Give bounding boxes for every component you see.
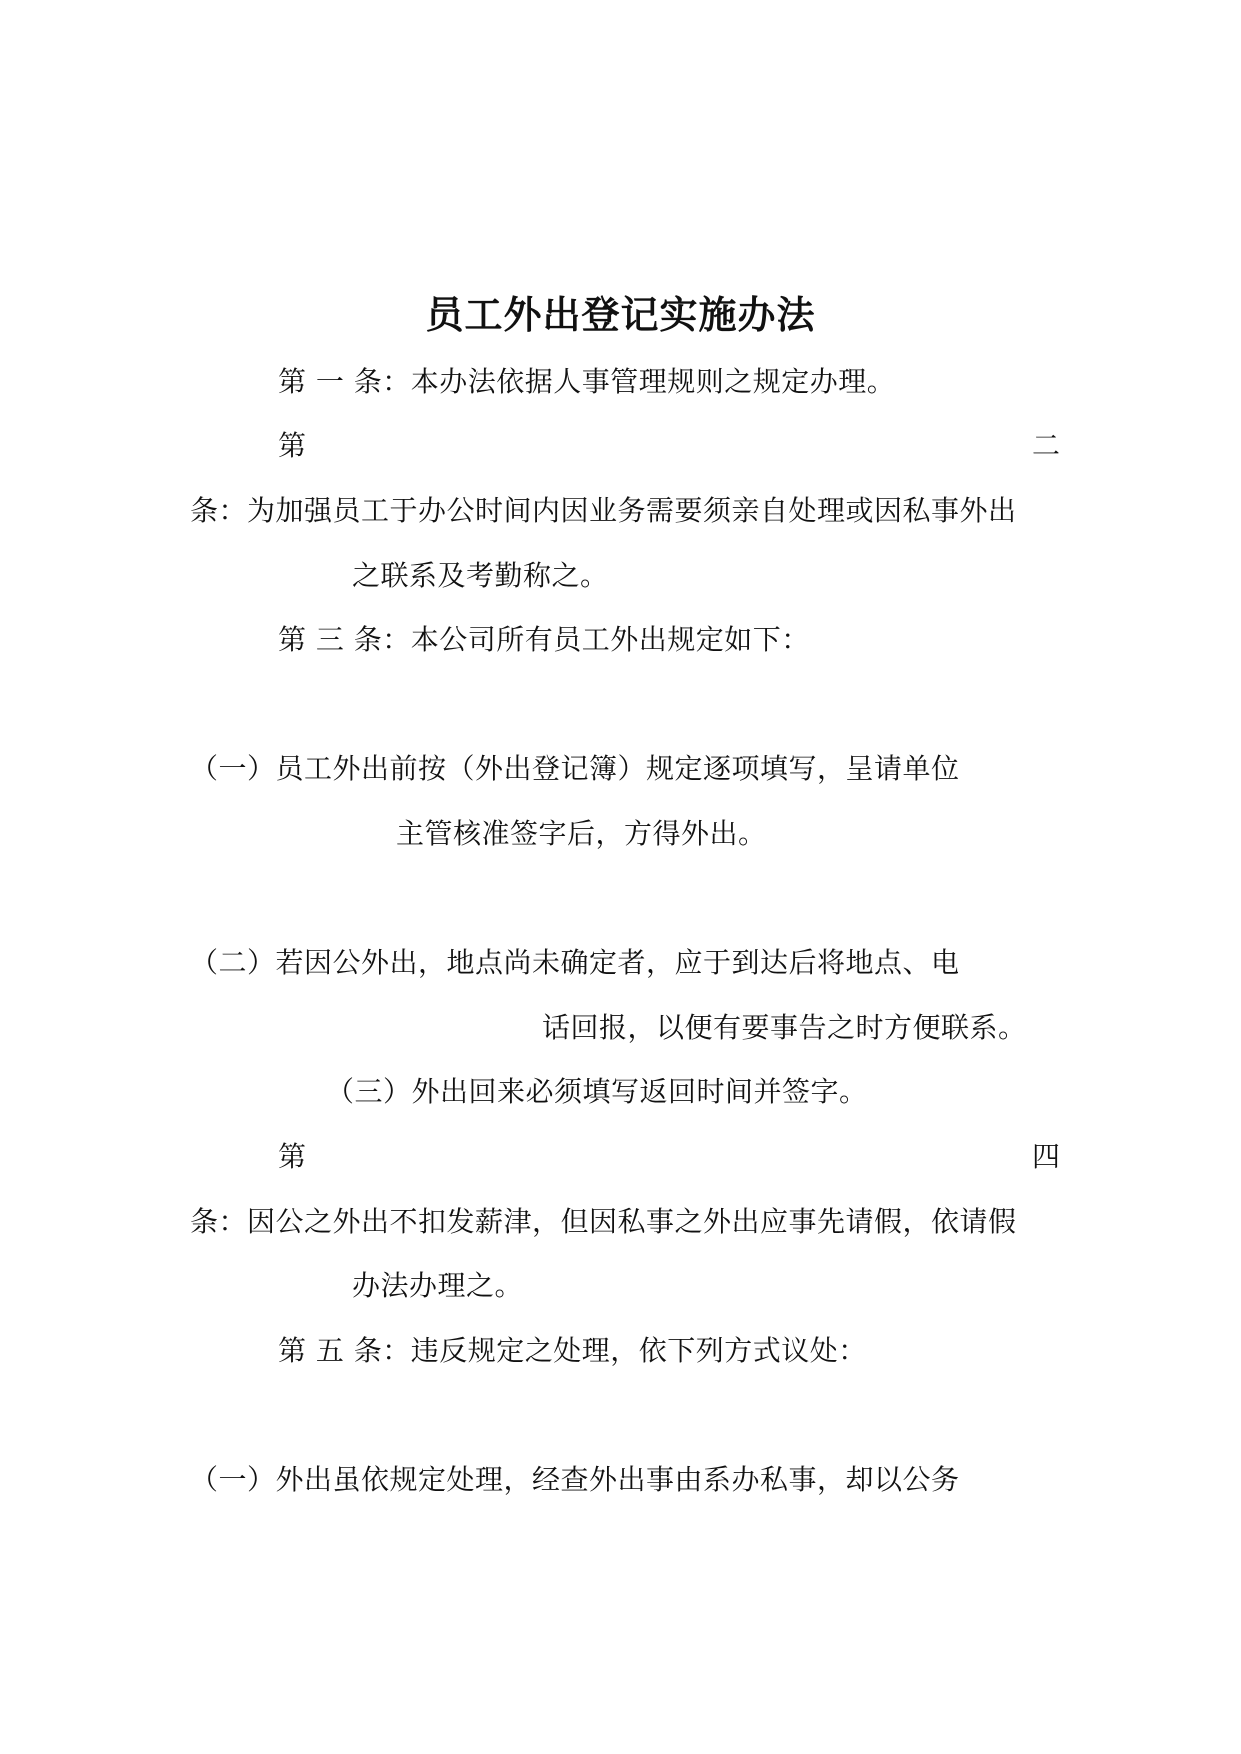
article-3-item-1: （一）员工外出前按（外出登记簿）规定逐项填写，呈请单位: [190, 752, 960, 785]
article-5-item-1: （一）外出虽依规定处理，经查外出事由系办私事，却以公务: [190, 1463, 960, 1496]
article-4-prefix: 第: [278, 1140, 307, 1173]
article-5: 第 五 条：违反规定之处理，依下列方式议处：: [278, 1334, 867, 1367]
article-2-text: 条：为加强员工于办公时间内因业务需要须亲自处理或因私事外出: [190, 494, 1017, 527]
article-3: 第 三 条：本公司所有员工外出规定如下：: [278, 623, 810, 656]
article-3-item-2-continuation: 话回报，以便有要事告之时方便联系。: [542, 1011, 1027, 1044]
article-3-item-2: （二）若因公外出，地点尚未确定者，应于到达后将地点、电: [190, 946, 960, 979]
article-1: 第 一 条：本办法依据人事管理规则之规定办理。: [278, 365, 896, 398]
document-title: 员工外出登记实施办法: [425, 292, 816, 337]
article-2-continuation: 之联系及考勤称之。: [352, 559, 609, 592]
article-4-continuation: 办法办理之。: [352, 1269, 524, 1302]
article-2-number: 二: [1032, 429, 1061, 462]
article-4-text: 条：因公之外出不扣发薪津，但因私事之外出应事先请假，依请假: [190, 1205, 1017, 1238]
article-3-item-1-continuation: 主管核准签字后，方得外出。: [396, 817, 767, 850]
article-2-prefix: 第: [278, 429, 307, 462]
article-4-number: 四: [1032, 1140, 1061, 1173]
article-3-item-3: （三）外出回来必须填写返回时间并签字。: [326, 1075, 868, 1108]
